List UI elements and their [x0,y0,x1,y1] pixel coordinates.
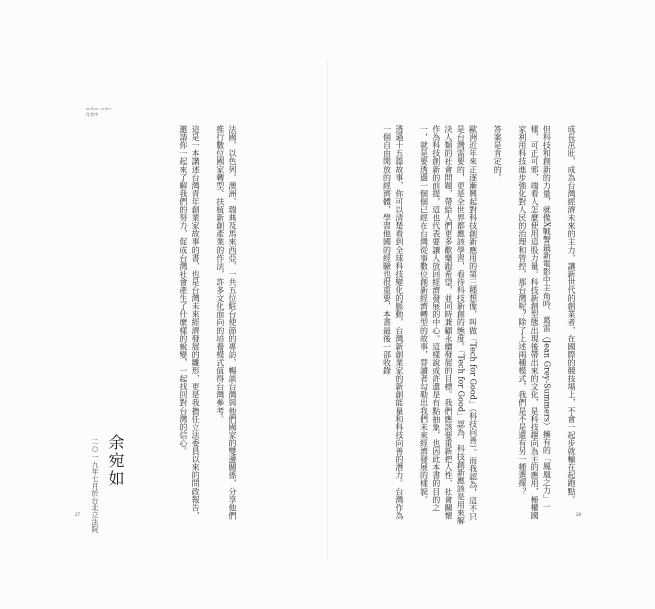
paragraph: 這是一本講述台灣青年創業家故事的書，也是台灣未來經濟發展的雛形，更是我擔任立法委員以來的問政報告，邀請你一起來了解我們的努力，促成台灣社會產生了什麼樣的蛻變，一起找回對台灣的信心。 [178,125,201,520]
page-number-left: 27 [75,513,80,518]
paragraph: 歐洲近年來正逐漸興起對科技創新應用的第三種想像，叫做「Tech for Good」（科技向善）。而我認為，這不只是台灣需要的，更是全世界都應該學習，看待科技新創的態度。「Tech for Good」認為，科技創新應該是用來解決人類的社會問題，帶給人們更多歡樂跟希望，並同時兼顧永續發展的目標。我們應該要重新把人性、社會關懷作為科技創新的前提，這也代表要讓人放回經濟發展的中心。這樣說或許還是有點抽象，也因此本書的目的之一，就是要透過一個個已經在台灣從事數位創新經濟轉型的故事，替讀者勾勒出我們未來經濟發展的樣貌。 [419,125,478,525]
paragraph: 答案是肯定的。 [493,125,503,182]
paragraph: 成長茁壯，成為台灣經濟未來的主力，讓新世代的創業者，在國際的競技場上，不會一起步就輸在起跑點。 [567,125,576,504]
author-signature: 余宛如 [106,434,125,488]
paragraph: 法國、以色列、澳洲、瑞典及馬來西亞，一共五位駐台使節的專訪，暢談台灣與他們國家的雙邊關係，分享他們推行數位國家轉型、扶植新創產業的作法，許多文化面向的培養模式值得台灣參考。 [215,125,237,520]
page-number-right: 28 [576,513,581,518]
paragraph: 但科技和創新的力量，就像X戰警最新電影中主角吟．葛雷（Jean Grey-Summers）擁有的「鳳凰之力」一樣，可正可邪，端看人怎麼使用這股力量。科技新創型態出現後帶出來的文化，是科技趨向為主的應用，極權國家利用科技進步強化對人民的治理和管控，那台灣呢？除了上述兩種模式，我們是不是還有另一種選擇？ [517,125,552,520]
right-page-body [372,125,577,525]
running-header-chinese: 作者序 [86,112,98,117]
paragraph: 透過十五篇故事，你可以清楚看到全球科技變化的脈動，台灣新創業家的新創能量和科技向善的潛力。台灣作為一個自由開放的經濟體，學習他國的經驗也很重要，本書最後一部收錄 [382,125,404,520]
left-page-body [178,125,238,525]
signature-date: 二○一九年七月於台北立法院 [91,438,99,533]
running-header-english: author order [86,106,112,111]
page-gutter [327,60,328,560]
